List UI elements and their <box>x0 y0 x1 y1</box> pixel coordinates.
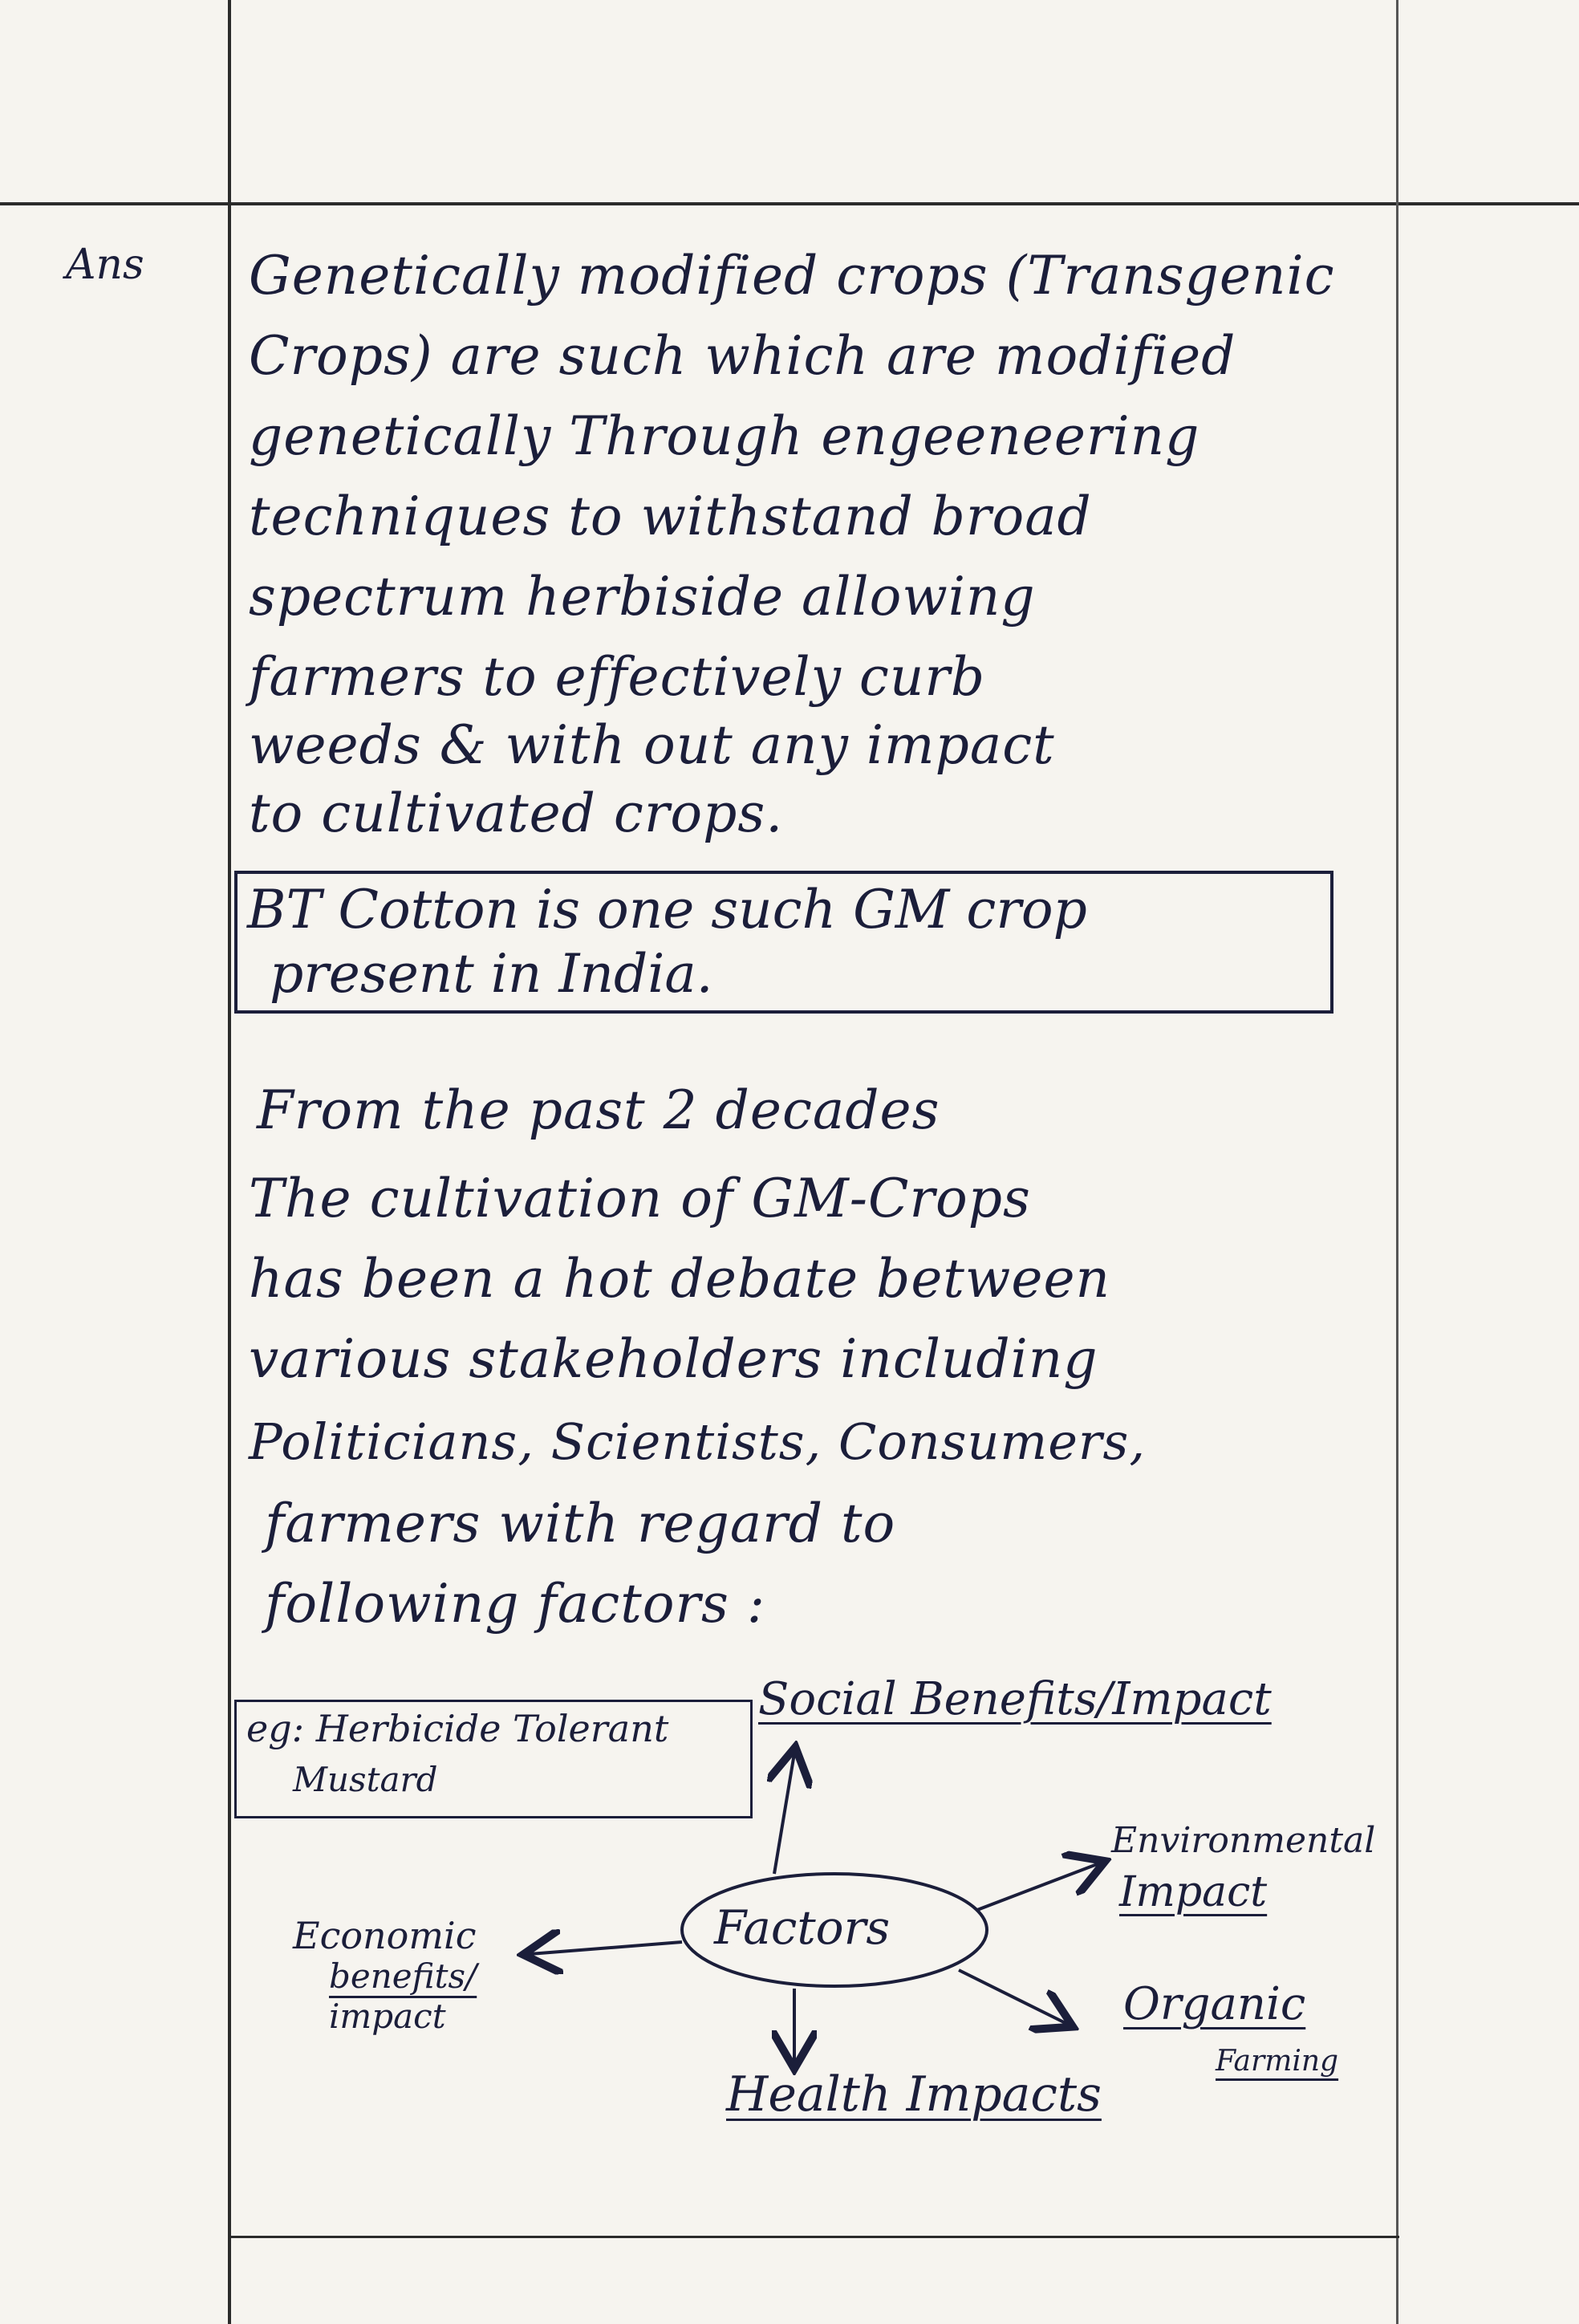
paragraph-line: to cultivated crops. <box>249 782 784 844</box>
paragraph-line: Crops) are such which are modified <box>249 325 1236 387</box>
paragraph-line: various stakeholders including <box>249 1328 1098 1390</box>
bt-cotton-line: BT Cotton is one such GM crop <box>247 879 1087 941</box>
arrow-to-economic <box>530 1942 682 1954</box>
paragraph-line: weeds & with out any impact <box>249 714 1055 776</box>
arrow-to-environmental <box>977 1863 1099 1910</box>
paragraph-line: techniques to withstand broad <box>249 486 1092 547</box>
environmental-impact-label: Impact <box>1119 1868 1268 1916</box>
bt-cotton-line: present in India. <box>270 943 713 1005</box>
paragraph-line: genetically Through engeeneering <box>249 405 1200 467</box>
health-impacts-label: Health Impacts <box>726 2066 1102 2123</box>
paragraph-line: farmers to effectively curb <box>249 646 986 708</box>
paragraph-line: farmers with regard to <box>265 1493 896 1554</box>
paragraph-line: has been a hot debate between <box>249 1248 1111 1310</box>
example-line: Mustard <box>293 1760 438 1799</box>
economic-benefits-label: Economic <box>293 1914 477 1957</box>
paragraph-line: From the past 2 decades <box>257 1079 940 1141</box>
environmental-impact-label: Environmental <box>1111 1820 1376 1861</box>
factors-label: Factors <box>714 1900 891 1955</box>
arrow-to-organic <box>959 1970 1067 2024</box>
answer-label: Ans <box>66 241 144 289</box>
organic-farming-label: Organic <box>1123 1978 1306 2030</box>
paragraph-line: Genetically modified crops (Transgenic <box>249 245 1335 307</box>
economic-benefits-label: benefits/ <box>329 1956 477 1996</box>
paragraph-line: following factors : <box>265 1573 766 1635</box>
organic-farming-label: Farming <box>1216 2045 1339 2078</box>
arrow-to-social <box>774 1753 794 1874</box>
paragraph-line: Politicians, Scientists, Consumers, <box>249 1412 1147 1471</box>
paragraph-line: spectrum herbiside allowing <box>249 566 1036 628</box>
economic-benefits-label: impact <box>329 1997 446 2036</box>
paragraph-line: The cultivation of GM-Crops <box>249 1168 1031 1229</box>
example-line: eg: Herbicide Tolerant <box>246 1707 669 1750</box>
social-benefits-label: Social Benefits/Impact <box>758 1673 1272 1725</box>
